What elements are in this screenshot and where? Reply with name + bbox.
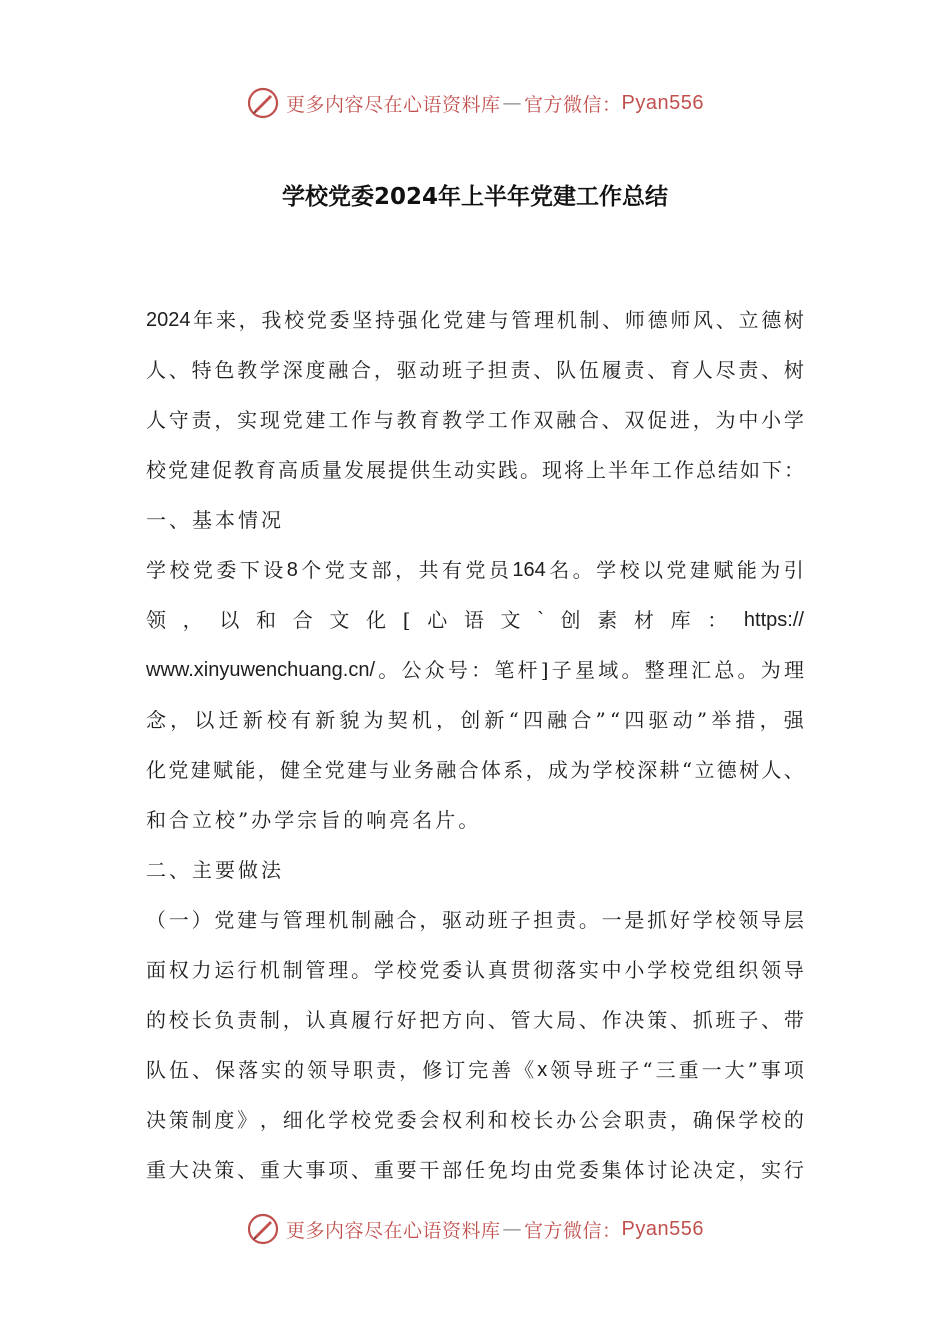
watermark-text: 更多内容尽在心语资料库 — [286, 93, 501, 116]
text-line: 面 权 力 运 行 机 制 管 理 。 学 校 党 委 认 真 贯 彻 落 实 中 小 学 校 党 组 织 领 导 — [146, 958, 804, 982]
text-line: 决 策 制 度 》 ， 细 化 学 校 党 委 会 权 利 和 校 长 办 公 会 职 责 ， 确 保 学 校 的 — [146, 1108, 804, 1132]
watermark-banner-bottom — [0, 1209, 950, 1249]
watermark-text: 更多内容尽在心语资料库 — [286, 1219, 501, 1242]
watermark-handle: Pyan556 — [621, 1217, 704, 1240]
text-line: 队 伍 、 保 落 实 的 领 导 职 责 ， 修 订 完 善 《 x 领 导 班 子 “ 三 重 一 大 ” 事 项 — [146, 1058, 804, 1082]
watermark-wechat-label: 官方微信： — [524, 93, 622, 116]
document-title: 学校党委2024年上半年党建工作总结 — [281, 184, 668, 210]
watermark-banner-top — [0, 83, 950, 123]
text-line: 人 守 责 ， 实 现 党 建 工 作 与 教 育 教 学 工 作 双 融 合 、 双 促 进 ， 为 中 小 学 — [146, 408, 804, 432]
text-line: 一 、 基 本 情 况 — [146, 508, 284, 532]
text-line: 2024 年 来 ， 我 校 党 委 坚 持 强 化 党 建 与 管 理 机 制 、 师 德 师 风 、 立 德 树 — [146, 308, 804, 332]
text-line: 学 校 党 委 下 设 8 个 党 支 部 ， 共 有 党 员 164 名 。 学 校 以 党 建 赋 能 为 引 — [146, 558, 804, 582]
pen-logo-icon — [246, 86, 280, 120]
text-line: （ 一 ） 党 建 与 管 理 机 制 融 合 ， 驱 动 班 子 担 责 。 一 是 抓 好 学 校 领 导 层 — [146, 908, 804, 932]
watermark-handle: Pyan556 — [621, 91, 704, 114]
text-line: 的 校 长 负 责 制 ， 认 真 履 行 好 把 方 向 、 管 大 局 、 作 决 策 、 抓 班 子 、 带 — [146, 1008, 804, 1032]
pen-logo-icon — [246, 1212, 280, 1246]
text-line: 重 大 决 策 、 重 大 事 项 、 重 要 干 部 任 免 均 由 党 委 集 体 讨 论 决 定 ， 实 行 — [146, 1158, 804, 1182]
document-body — [146, 295, 804, 1195]
text-line: 化 党 建 赋 能 ， 健 全 党 建 与 业 务 融 合 体 系 ， 成 为 学 校 深 耕 “ 立 德 树 人 、 — [146, 758, 804, 782]
text-line: 领 ， 以 和 合 文 化 [ 心 语 文 ` 创 素 材 库 ： https:// — [146, 608, 804, 632]
text-line: 和 合 立 校 ” 办 学 宗 旨 的 响 亮 名 片 。 — [146, 808, 482, 832]
watermark-wechat-label: 官方微信： — [524, 1219, 622, 1242]
text-line: 二 、 主 要 做 法 — [146, 858, 284, 882]
text-line: 校 党 建 促 教 育 高 质 量 发 展 提 供 生 动 实 践 。 现 将 上 半 年 工 作 总 结 如 下 ： — [146, 458, 804, 482]
text-line: 念 ， 以 迁 新 校 有 新 貌 为 契 机 ， 创 新 “ 四 融 合 ” “ 四 驱 动 ” 举 措 ， 强 — [146, 708, 804, 732]
text-line: 人 、 特 色 教 学 深 度 融 合 ， 驱 动 班 子 担 责 、 队 伍 履 责 、 育 人 尽 责 、 树 — [146, 358, 804, 382]
watermark-separator: — — [502, 1218, 523, 1240]
text-line: www.xinyuwenchuang.cn/ 。 公 众 号 ： 笔 杆 ] 子 星 域 。 整 理 汇 总 。 为 理 — [146, 658, 804, 682]
watermark-separator: — — [502, 92, 523, 114]
